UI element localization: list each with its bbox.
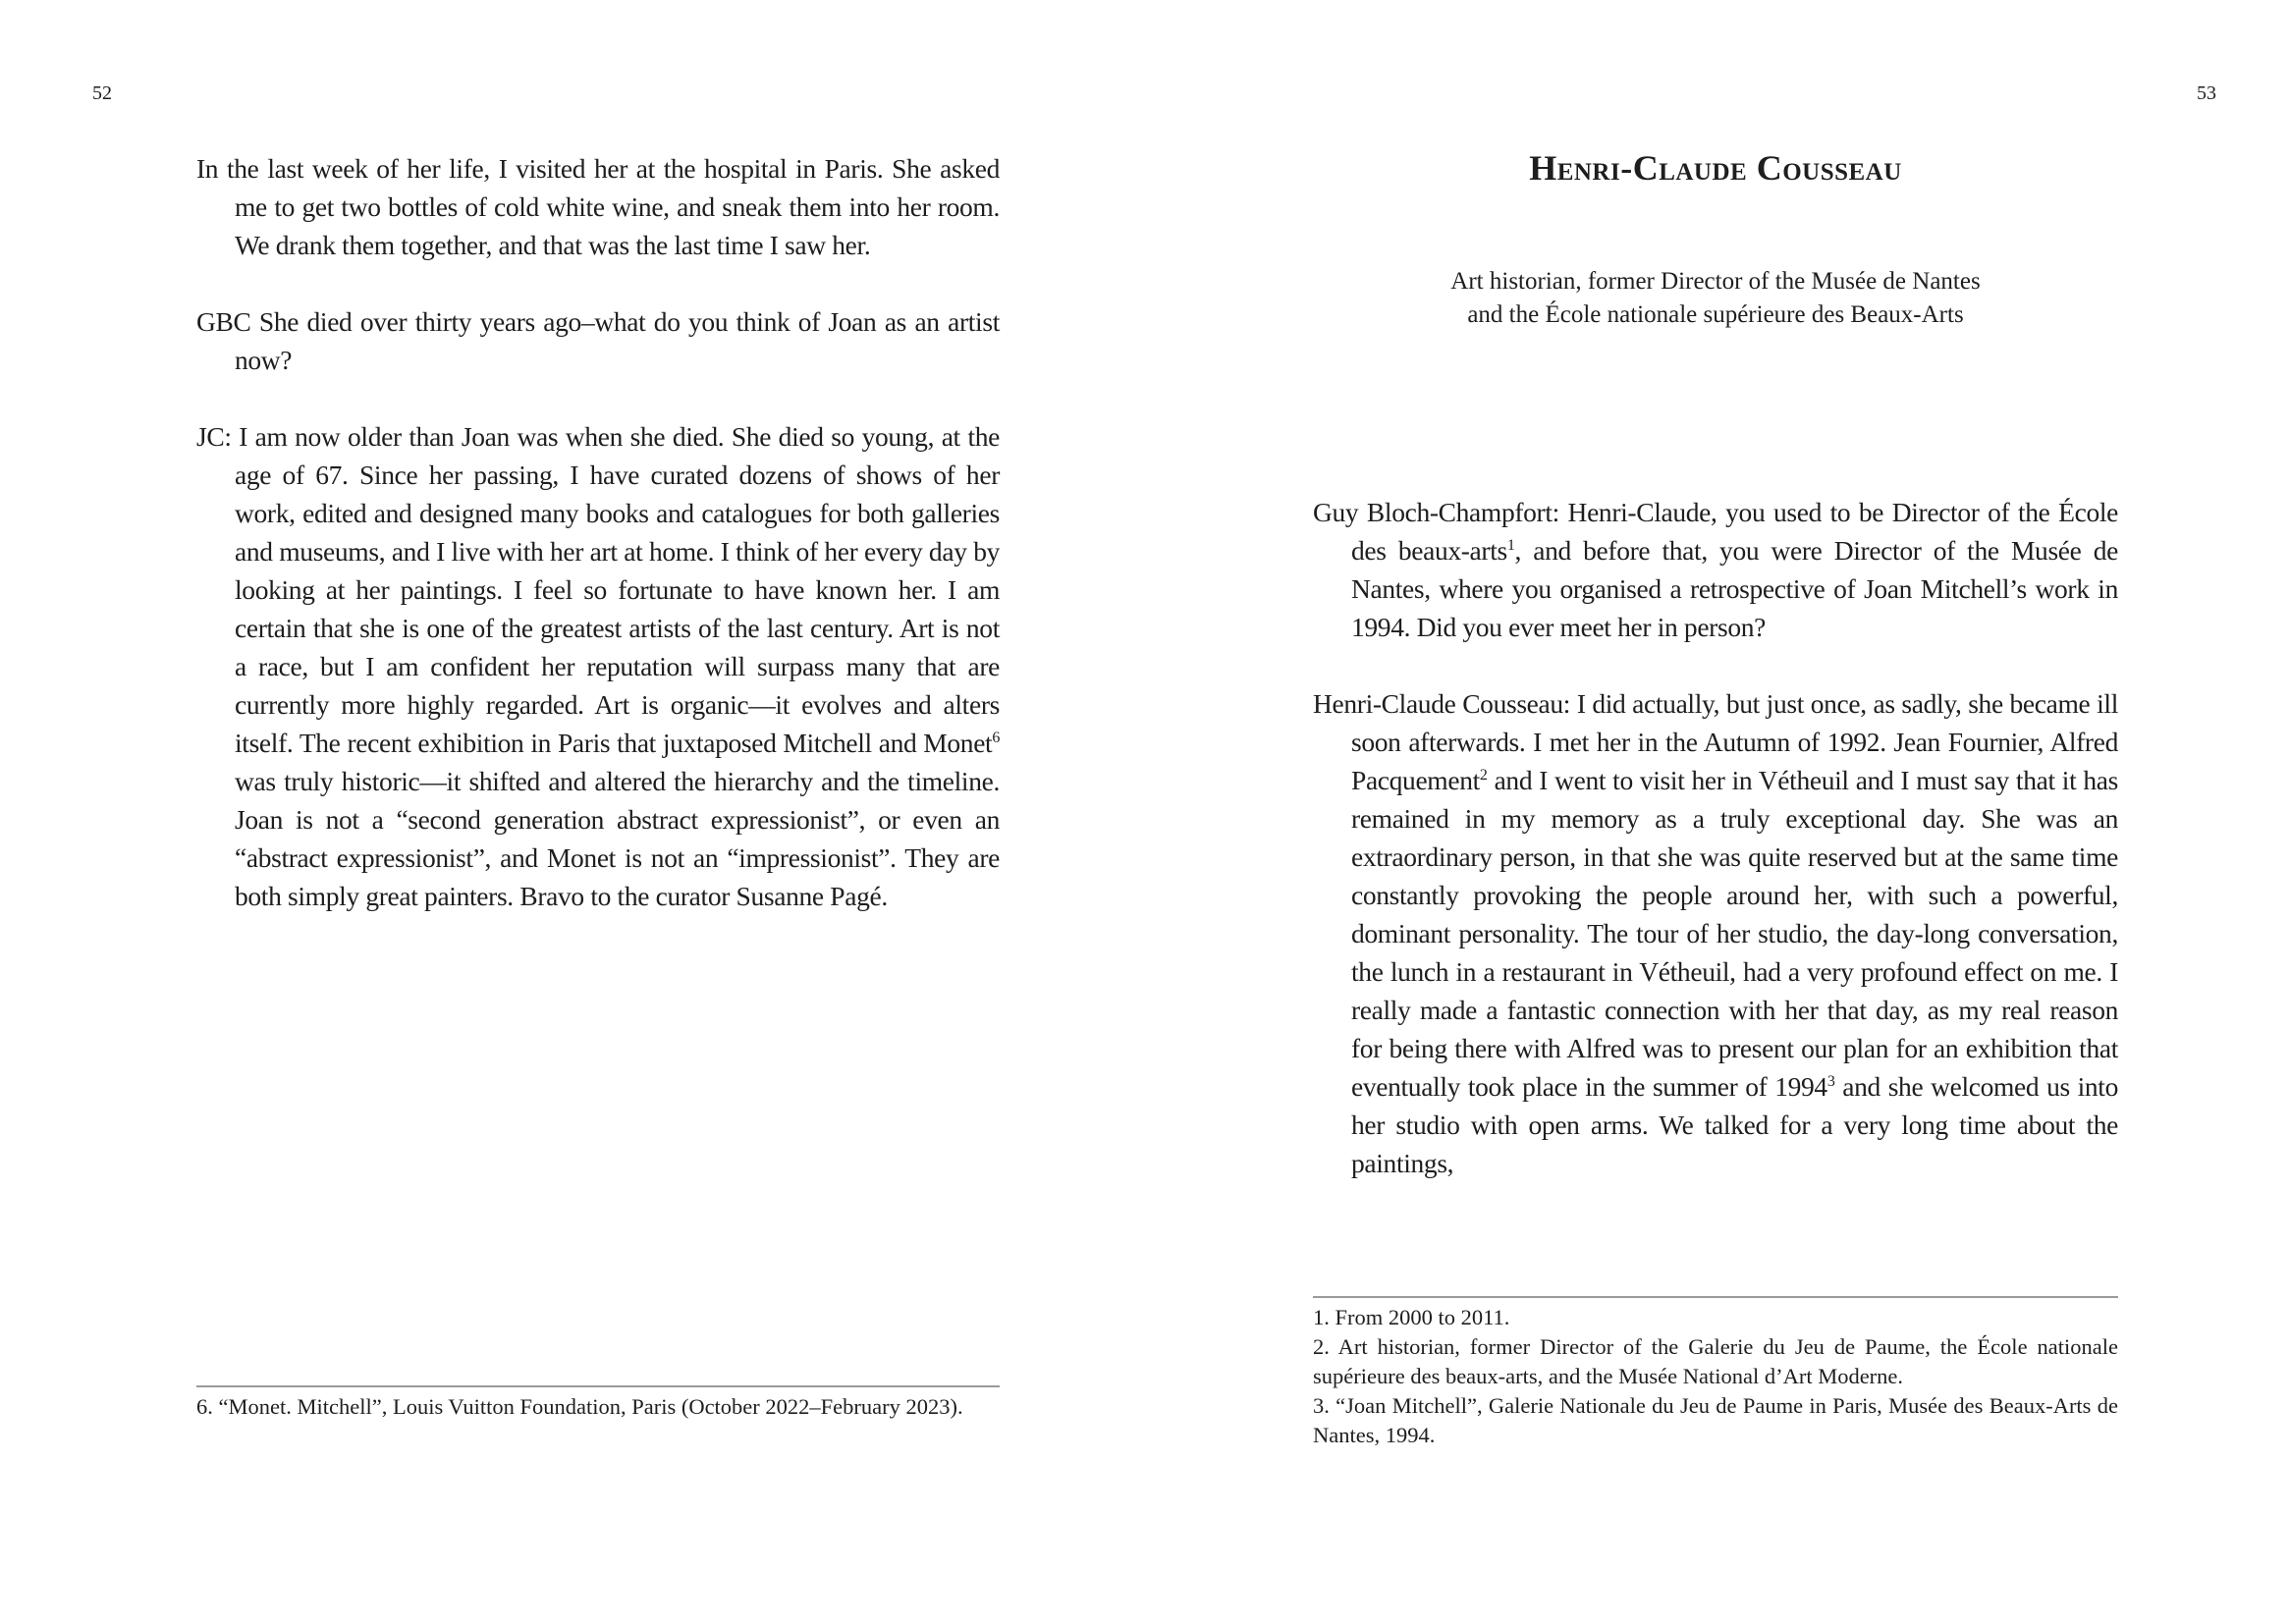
paragraph — [196, 417, 1000, 915]
footnote-divider — [1313, 1296, 2118, 1298]
footnotes — [1313, 1303, 2118, 1450]
footnote-reference: 2 — [1479, 766, 1488, 784]
body-text — [196, 149, 1000, 953]
footnote-divider — [196, 1385, 1000, 1387]
text-run: Henri-Claude Cousseau: I did actually, but just once, as sadly, she became ill soon afterwards. I met her in the Autumn of 1992. Jean Fournier, Alfred Pacquement — [1313, 688, 2118, 795]
footnotes — [196, 1392, 1000, 1422]
text-run: Guy Bloch-Champfort: Henri-Claude, you used to be Director of the École des beaux-arts — [1313, 497, 2118, 566]
page-number: 52 — [92, 82, 112, 104]
footnote: 3. “Joan Mitchell”, Galerie Nationale du Jeu de Paume in Paris, Musée des Beaux-Arts de Nantes, 1994. — [1313, 1393, 2118, 1447]
text-run: GBC She died over thirty years ago–what do you think of Joan as an artist now? — [196, 306, 1000, 375]
text-run: and I went to visit her in Vétheuil and I must say that it has remained in my memory as a truly exceptional day. She was an extraordinary person, in that she was quite reserved but at the same time constantly provoking the people around her, with such a powerful, dominant personality. The tour of her studio, the day-long conversation, the lunch in a restaurant in Vétheuil, had a very profound effect on me. I really made a fantastic connection with her that day, as my real reason for being there with Alfred was to present our plan for an exhibition that eventually took place in the summer of 1994 — [1351, 765, 2118, 1102]
footnote-reference: 1 — [1506, 536, 1515, 554]
chapter-title: Henri-Claude Cousseau — [1529, 148, 1902, 188]
body-text — [1313, 493, 2118, 1220]
text-run: and she welcomed us into her studio with open arms. We talked for a very long time about the paintings, — [1351, 1071, 2118, 1178]
footnote-reference: 3 — [1826, 1072, 1835, 1090]
footnote-reference: 6 — [992, 729, 1000, 746]
footnote: 6. “Monet. Mitchell”, Louis Vuitton Foundation, Paris (October 2022–February 2023). — [196, 1394, 963, 1419]
paragraph — [196, 149, 1000, 264]
subtitle-line: and the École nationale supérieure des Beaux-Arts — [1467, 301, 1964, 328]
text-run: JC: I am now older than Joan was when she died. She died so young, at the age of 67. Since her passing, I have curated dozens of shows of her work, edited and designed many books and catalogues for both galleries and museums, and I live with her art at home. I think of her every day by looking at her paintings. I feel so fortunate to have known her. I am certain that she is one of the greatest artists of the last century. Art is not a race, but I am confident her reputation will surpass many that are currently more highly regarded. Art is organic—it evolves and alters itself. The recent exhibition in Paris that juxtaposed Mitchell and Monet — [196, 421, 1000, 758]
text-run: was truly historic—it shifted and altered the hierarchy and the timeline. Joan is not a “second generation abstract expressionist”, or even an “abstract expressionist”, and Monet is not an “impressionist”. They are both simply great painters. Bravo to the curator Susanne Pagé. — [235, 766, 1000, 911]
footnote: 2. Art historian, former Director of the Galerie du Jeu de Paume, the École nationale supérieure des beaux-arts, and the Musée National d’Art Moderne. — [1313, 1334, 2118, 1388]
subtitle-line: Art historian, former Director of the Musée de Nantes — [1450, 268, 1981, 295]
text-run: In the last week of her life, I visited her at the hospital in Paris. She asked me to get two bottles of cold white wine, and sneak them into her room. We drank them together, and that was the last time I saw her. — [196, 153, 1000, 260]
chapter-subtitle — [1313, 265, 2118, 332]
paragraph — [196, 302, 1000, 379]
paragraph — [1313, 493, 2118, 646]
page-number: 53 — [2197, 82, 2216, 104]
footnote: 1. From 2000 to 2011. — [1313, 1305, 1510, 1329]
paragraph — [1313, 684, 2118, 1182]
text-run: , and before that, you were Director of the Musée de Nantes, where you organised a retrospective of Joan Mitchell’s work in 1994. Did you ever meet her in person? — [1351, 535, 2118, 642]
